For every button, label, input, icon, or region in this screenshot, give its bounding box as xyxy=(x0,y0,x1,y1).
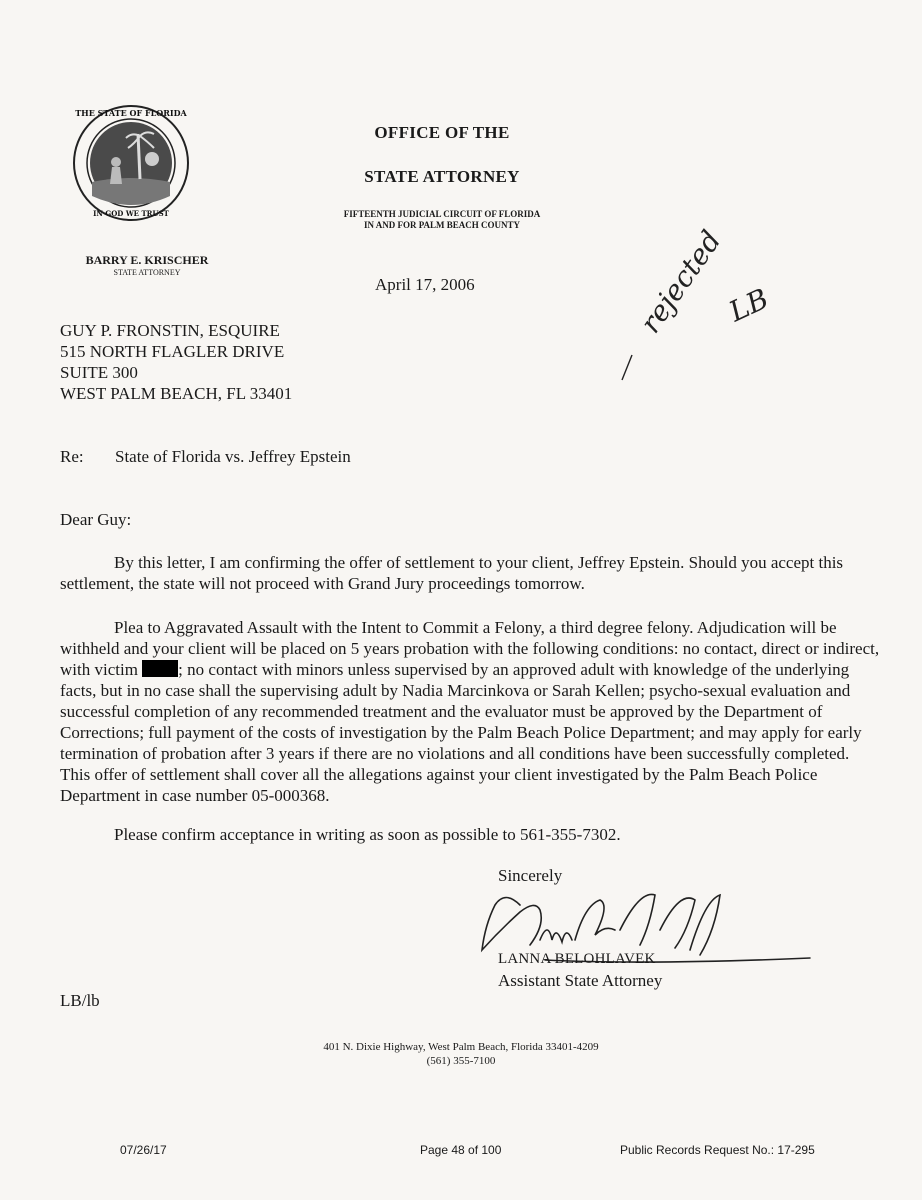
office-title: OFFICE OF THE xyxy=(374,123,510,142)
signer-title: Assistant State Attorney xyxy=(498,971,663,990)
recipient-street: 515 NORTH FLAGLER DRIVE xyxy=(60,342,285,361)
recipient-suite: SUITE 300 xyxy=(60,363,138,382)
state-attorney-name: BARRY E. KRISCHER xyxy=(85,253,209,267)
pen-mark xyxy=(622,355,632,380)
paragraph-text-start: Plea to Aggravated Assault with the Intent to Commit a Felony, a third degree felony. Adjudication will be withheld and your client will be placed on 5 years probation with the following conditions: no contact, direct or indirect, with victim xyxy=(60,618,880,679)
signer-name: LANNA BELOHLAVEK xyxy=(498,951,656,967)
state-attorney-title: STATE ATTORNEY xyxy=(113,268,181,277)
records-request: Public Records Request No.: 17-295 xyxy=(620,1143,815,1157)
office-subtitle: STATE ATTORNEY xyxy=(364,167,520,186)
closing: Sincerely xyxy=(498,866,563,885)
salutation: Dear Guy: xyxy=(60,510,132,529)
footer-address-line: 401 N. Dixie Highway, West Palm Beach, Florida 33401-4209 xyxy=(323,1041,599,1053)
re-label: Re: xyxy=(60,447,84,466)
state-seal xyxy=(72,104,190,222)
paragraph-text: By this letter, I am confirming the offer of settlement to your client, Jeffrey Epstein. Should you accept this settlement, the state will not proceed with Grand Jury proceedings tomorrow. xyxy=(60,553,844,593)
footer-phone: (561) 355-7100 xyxy=(426,1055,496,1067)
recipient-address xyxy=(60,320,292,404)
body-paragraph-2 xyxy=(60,617,880,806)
redaction-box xyxy=(142,660,178,677)
typist-initials: LB/lb xyxy=(60,991,100,1010)
body-paragraph-1 xyxy=(60,552,880,594)
circuit-line: FIFTEENTH JUDICIAL CIRCUIT OF FLORIDA xyxy=(343,209,541,219)
footer-address xyxy=(250,1040,672,1068)
paragraph-text xyxy=(60,617,880,806)
handwritten-initials: LB xyxy=(724,281,774,329)
rejected-note: rejected xyxy=(633,224,728,340)
recipient-city: WEST PALM BEACH, FL 33401 xyxy=(60,384,293,403)
recipient-name: GUY P. FRONSTIN, ESQUIRE xyxy=(60,321,280,340)
county-line: IN AND FOR PALM BEACH COUNTY xyxy=(363,220,521,230)
svg-text:IN GOD WE TRUST: IN GOD WE TRUST xyxy=(93,209,169,218)
page-number: Page 48 of 100 xyxy=(420,1143,502,1157)
seal-text: THE STATE OF FLORIDA xyxy=(75,108,187,118)
re-subject: State of Florida vs. Jeffrey Epstein xyxy=(115,447,351,466)
paragraph-text-end: ; no contact with minors unless supervised by an approved adult with knowledge of the underlying facts, but in no case shall the supervising adult by Nadia Marcinkova or Sarah Kellen; psycho-sexual evaluation and successful completion of any recommended treatment and the evaluator must be approved by the Department of Corrections; full payment of the costs of investigation by the Palm Beach Police Department; and may apply for early termination of probation after 3 years if there are no violations and all conditions have been successfully completed. This offer of settlement shall cover all the allegations against your client investigated by the Palm Beach Police Department in case number 05-000368. xyxy=(60,660,862,805)
stamp-date: 07/26/17 xyxy=(120,1143,167,1157)
body-paragraph-3 xyxy=(60,824,880,845)
letter-date: April 17, 2006 xyxy=(375,275,475,294)
paragraph-text: Please confirm acceptance in writing as soon as possible to 561-355-7302. xyxy=(114,825,621,844)
